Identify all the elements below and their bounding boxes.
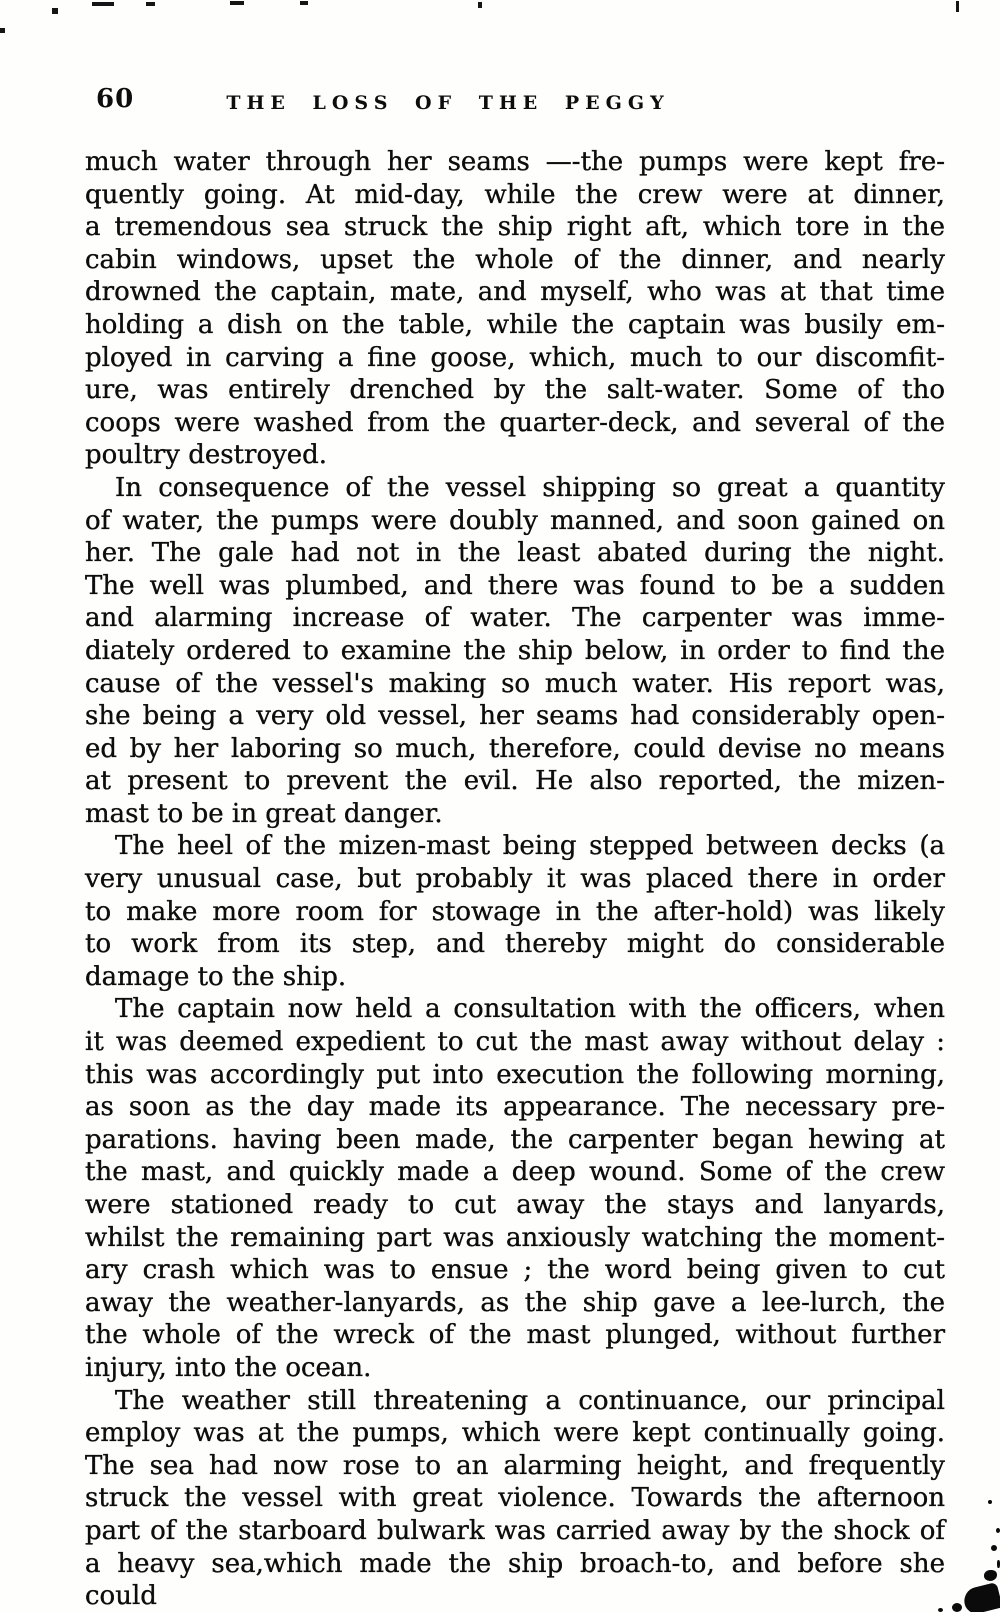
text-line: cause of the vessel's making so much water. His report was,: [85, 668, 945, 699]
text-line: ployed in carving a fine goose, which, much to our discomfit-: [85, 342, 945, 373]
text-line: ure, was entirely drenched by the salt-water. Some of tho: [85, 375, 945, 406]
paragraph: [85, 1385, 945, 1612]
text-line: a heavy sea,which made the ship broach-to, and before she could: [85, 1548, 945, 1612]
text-line: In consequence of the vessel shipping so great a quantity: [115, 472, 945, 503]
text-line: The sea had now rose to an alarming height, and frequently: [85, 1450, 945, 1481]
page-body: [85, 146, 945, 1612]
text-line: whilst the remaining part was anxiously watching the moment-: [85, 1222, 945, 1253]
text-line: drowned the captain, mate, and myself, who was at that time: [85, 277, 945, 308]
text-line: her. The gale had not in the least abated during the night.: [85, 538, 945, 569]
text-line: struck the vessel with great violence. Towards the afternoon: [85, 1483, 945, 1514]
paragraph: [85, 146, 945, 472]
text-line: as soon as the day made its appearance. The necessary pre-: [85, 1092, 945, 1123]
text-line: to work from its step, and thereby might do considerable: [85, 929, 945, 960]
text-line: this was accordingly put into execution the following morning,: [85, 1059, 945, 1090]
text-line: ary crash which was to ensue ; the word being given to cut: [85, 1255, 945, 1286]
page-number: 60: [96, 84, 135, 114]
text-line: part of the starboard bulwark was carried away by the shock of: [85, 1515, 945, 1546]
text-line: at present to prevent the evil. He also reported, the mizen-: [85, 766, 945, 797]
text-line: damage to the ship.: [85, 961, 347, 992]
text-line: and alarming increase of water. The carpenter was imme-: [85, 603, 945, 634]
text-line: were stationed ready to cut away the stays and lanyards,: [85, 1190, 945, 1220]
text-line: mast to be in great danger.: [85, 798, 443, 829]
text-line: to make more room for stowage in the after-hold) was likely: [85, 896, 945, 927]
text-line: employ was at the pumps, which were kept continually going.: [85, 1418, 945, 1449]
text-line: coops were washed from the quarter-deck, and several of the: [85, 407, 945, 438]
paragraph: [85, 830, 945, 993]
text-line: The captain now held a consultation with the officers, when: [115, 994, 945, 1025]
text-line: the whole of the wreck of the mast plunged, without further: [85, 1320, 945, 1351]
text-line: The heel of the mizen-mast being stepped between decks (a: [115, 831, 945, 862]
text-line: she being a very old vessel, her seams had considerably open-: [85, 701, 945, 732]
text-line: it was deemed expedient to cut the mast away without delay :: [85, 1027, 945, 1058]
text-line: ed by her laboring so much, therefore, could devise no means: [85, 733, 945, 764]
paragraph: [85, 993, 945, 1384]
text-line: poultry destroyed.: [85, 440, 328, 471]
text-line: diately ordered to examine the ship below, in order to find the: [85, 635, 945, 666]
text-line: much water through her seams —-the pumps were kept fre-: [85, 147, 945, 177]
text-line: The weather still threatening a continuance, our principal: [115, 1385, 945, 1416]
text-line: a tremendous sea struck the ship right aft, which tore in the: [85, 212, 945, 243]
text-line: quently going. At mid-day, while the crew were at dinner,: [85, 179, 945, 210]
text-line: very unusual case, but probably it was placed there in order: [85, 864, 945, 895]
text-line: cabin windows, upset the whole of the dinner, and nearly: [85, 244, 945, 275]
text-line: the mast, and quickly made a deep wound. Some of the crew: [85, 1157, 945, 1188]
text-line: away the weather-lanyards, as the ship gave a lee-lurch, the: [85, 1287, 945, 1318]
text-line: The well was plumbed, and there was found to be a sudden: [85, 570, 945, 601]
text-line: holding a dish on the table, while the captain was busily em-: [85, 309, 945, 340]
text-line: injury, into the ocean.: [85, 1352, 372, 1383]
running-title: THE LOSS OF THE PEGGY: [226, 92, 670, 114]
text-line: of water, the pumps were doubly manned, and soon gained on: [85, 505, 945, 536]
running-head: [0, 0, 1000, 130]
text-line: parations. having been made, the carpenter began hewing at: [85, 1124, 945, 1155]
paragraph: [85, 472, 945, 831]
